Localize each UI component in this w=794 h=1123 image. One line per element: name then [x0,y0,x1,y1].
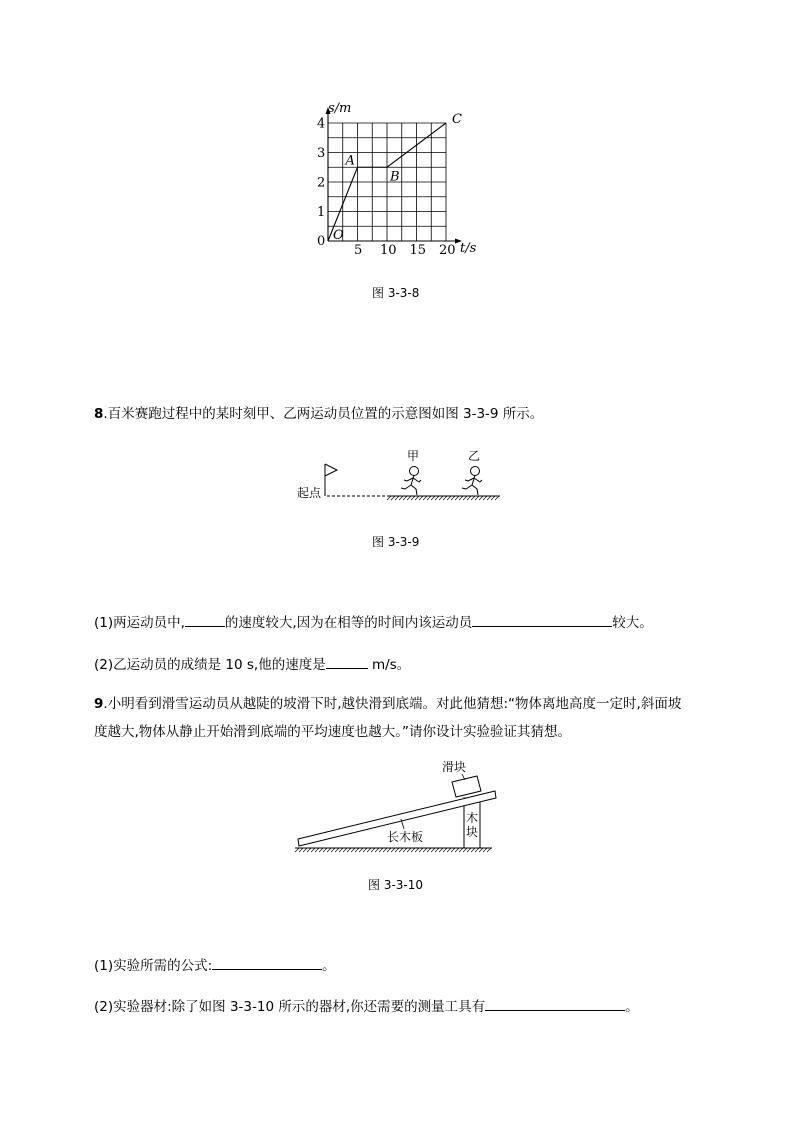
y-tick-label: 2 [317,175,326,191]
y-tick-label: 1 [317,205,326,220]
q9-text-line1: .小明看到滑雪运动员从越陡的坡滑下时,越快滑到底端。对此他猜想:“物体离地高度一定时,斜面坡 [103,696,682,712]
point-label-b: B [390,169,400,185]
y-axis-label: s/m [328,101,352,116]
hatch-mark [399,848,403,852]
q9-text-line2: 度越大,物体从静止开始滑到底端的平均速度也越大。”请你设计实验验证其猜想。 [94,724,572,740]
q8-answer-blank-1[interactable] [185,613,225,627]
q8-sub1 [94,613,653,632]
hatch-mark [415,496,419,500]
hatch-mark [383,848,387,852]
q9-stem-line1 [94,695,681,713]
hatch-mark [447,848,451,852]
q8-stem [94,405,543,423]
hatch-mark [351,848,355,852]
hatch-mark [479,848,483,852]
hatch-mark [435,848,439,852]
q8-sub1-part-a: (1)两运动员中, [94,615,185,631]
hatch-mark [443,848,447,852]
q9-stem-line2 [94,723,571,741]
q8-sub2 [94,655,410,674]
wood-block-label-1: 木 [466,811,479,825]
hatch-mark [295,848,299,852]
hatch-mark [459,496,463,500]
label-jia: 甲 [407,449,420,463]
label-yi: 乙 [468,449,481,463]
x-tick-label: 10 [380,243,397,258]
q8-sub1-part-b: 的速度较大,因为在相等的时间内该运动员 [224,615,473,631]
hatch-mark [423,496,427,500]
hatch-mark [479,496,483,500]
hatch-mark [455,496,459,500]
hatch-mark [483,496,487,500]
hatch-mark [459,848,463,852]
graph-grid [328,123,446,241]
hatch-mark [435,496,439,500]
q9-answer-blank-2[interactable] [485,997,625,1011]
q8-answer-blank-3[interactable] [326,655,368,669]
q9-sub2 [94,997,639,1016]
hatch-mark [399,496,403,500]
hatch-mark [475,496,479,500]
runner-jia-icon [401,467,421,496]
hatch-mark [439,496,443,500]
hatch-mark [423,848,427,852]
hatch-mark [315,848,319,852]
point-label-c: C [452,112,462,127]
slider-label: 滑块 [442,760,467,774]
hatch-mark [327,848,331,852]
hatch-mark [443,496,447,500]
hatch-mark [447,496,451,500]
hatch-mark [495,496,499,500]
hatch-mark [471,848,475,852]
hatch-mark [307,848,311,852]
hatch-mark [299,848,303,852]
runners-figure [290,445,505,510]
st-graph [300,96,490,261]
q9-sub2-part-a: (2)实验器材:除了如图 3-3-10 所示的器材,你还需要的测量工具有 [94,999,486,1015]
hatch-mark [463,496,467,500]
board-label: 长木板 [387,830,424,844]
hatch-mark [427,848,431,852]
hatch-mark [419,496,423,500]
hatch-mark [411,496,415,500]
hatch-mark [427,496,431,500]
q8-number: 8 [94,406,104,422]
hatch-mark [355,848,359,852]
y-tick-label: 4 [317,116,326,132]
hatch-mark [311,848,315,852]
figure-caption-3-3-10: 图 3-3-10 [368,878,424,892]
ground-hatch [295,848,491,852]
q9-sub1-part-b: 。 [322,958,336,974]
hatch-mark [323,848,327,852]
hatch-mark [451,848,455,852]
hatch-mark [335,848,339,852]
hatch-mark [415,848,419,852]
x-tick-label: 15 [409,243,427,258]
q9-sub1 [94,956,336,975]
hatch-mark [391,496,395,500]
hatch-mark [407,848,411,852]
q8-answer-blank-2[interactable] [472,613,612,627]
origin-label: 0 [317,234,326,249]
hatch-mark [451,496,455,500]
hatch-mark [431,496,435,500]
hatch-mark [387,848,391,852]
hatch-mark [439,848,443,852]
ground-hatch [387,496,499,500]
hatch-mark [419,848,423,852]
q9-sub2-part-b: 。 [625,999,639,1015]
hatch-mark [407,496,411,500]
hatch-mark [379,848,383,852]
hatch-mark [363,848,367,852]
start-label: 起点 [297,486,322,500]
hatch-mark [391,848,395,852]
hatch-mark [303,848,307,852]
q8-sub2-part-a: (2)乙运动员的成绩是 10 s,他的速度是 [94,657,326,673]
figure-caption-3-3-8: 图 3-3-8 [372,286,420,300]
hatch-mark [375,848,379,852]
hatch-mark [387,496,391,500]
x-tick-label: 20 [439,243,456,258]
flag-icon [325,464,337,476]
hatch-mark [455,848,459,852]
x-tick-label: 5 [354,243,363,258]
figure-caption-3-3-9: 图 3-3-9 [372,535,420,549]
hatch-mark [471,496,475,500]
q9-number: 9 [94,696,104,712]
q8-sub2-part-b: m/s。 [367,657,411,673]
hatch-mark [431,848,435,852]
wood-block-label-2: 块 [466,825,479,839]
hatch-mark [395,496,399,500]
q9-sub1-part-a: (1)实验所需的公式: [94,958,213,974]
hatch-mark [403,848,407,852]
q8-sub1-part-c: 较大。 [612,615,653,631]
hatch-mark [395,848,399,852]
hatch-mark [367,848,371,852]
hatch-mark [319,848,323,852]
hatch-mark [487,496,491,500]
hatch-mark [475,848,479,852]
hatch-mark [463,848,467,852]
slider-block [452,776,481,797]
hatch-mark [343,848,347,852]
y-tick-label: 3 [317,146,326,161]
hatch-mark [347,848,351,852]
incline-figure [290,755,510,855]
q9-answer-blank-1[interactable] [212,956,322,970]
hatch-mark [371,848,375,852]
hatch-mark [339,848,343,852]
graph-point-labels [333,112,462,243]
hatch-mark [359,848,363,852]
hatch-mark [487,848,491,852]
hatch-mark [491,496,495,500]
x-axis-label: t/s [460,241,477,256]
hatch-mark [403,496,407,500]
hatch-mark [331,848,335,852]
point-label-a: A [345,153,355,169]
hatch-mark [411,848,415,852]
point-label-o: O [333,228,344,243]
hatch-mark [483,848,487,852]
hatch-mark [467,496,471,500]
hatch-mark [467,848,471,852]
runner-yi-icon [462,467,482,496]
q8-text: .百米赛跑过程中的某时刻甲、乙两运动员位置的示意图如图 3-3-9 所示。 [103,406,544,422]
